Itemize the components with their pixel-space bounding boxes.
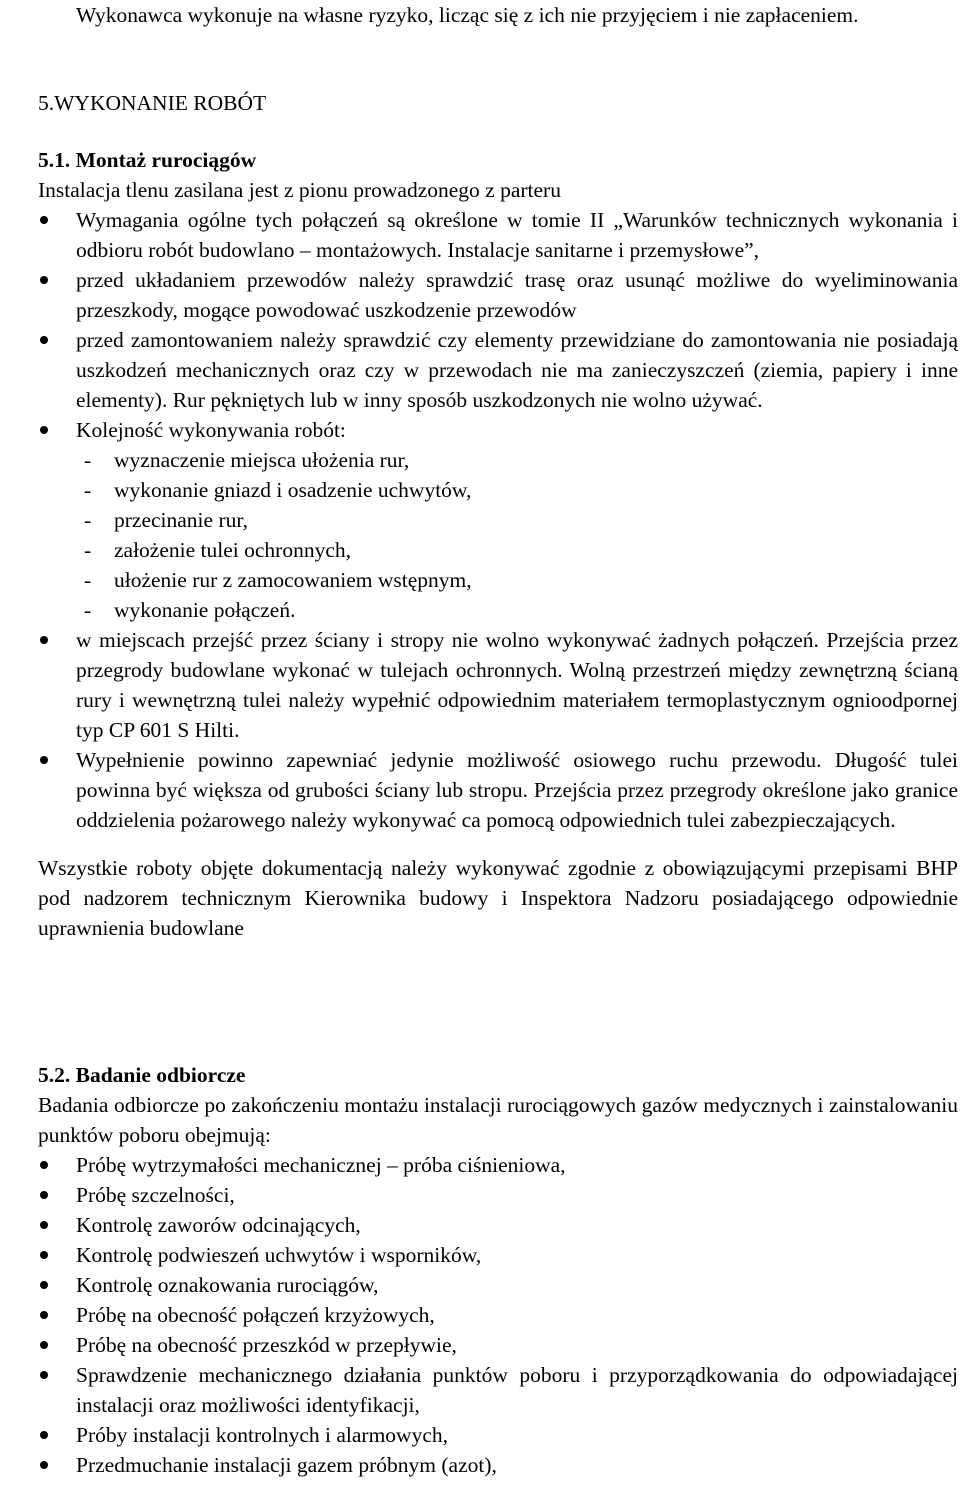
- closing-paragraph: Wszystkie roboty objęte dokumentacją należy wykonywać zgodnie z obowiązującymi przepisami BHP pod nadzorem technicznym Kierownika budowy i Inspektora Nadzoru posiadającego odpowiednie uprawnienia budowlane: [38, 856, 958, 940]
- list-item: Kontrolę oznakowania rurociągów,: [38, 1270, 958, 1300]
- section-5-2: [38, 1060, 958, 1480]
- step-item: - ułożenie rur z zamocowaniem wstępnym,: [76, 565, 958, 595]
- section-intro: Badania odbiorcze po zakończeniu montażu instalacji rurociągowych gazów medycznych i zainstalowaniu punktów poboru obejmują:: [38, 1093, 958, 1147]
- list-item: Przedmuchanie instalacji gazem próbnym (azot),: [38, 1450, 958, 1480]
- list-item: Próbę wytrzymałości mechanicznej – próba ciśnieniowa,: [38, 1150, 958, 1180]
- list-item: Kontrolę zaworów odcinających,: [38, 1210, 958, 1240]
- step-item: - przecinanie rur,: [76, 505, 958, 535]
- work-order-title: Kolejność wykonywania robót:: [76, 418, 346, 442]
- list-item: Próbę na obecność połączeń krzyżowych,: [38, 1300, 958, 1330]
- list-item: przed zamontowaniem należy sprawdzić czy elementy przewidziane do zamontowania nie posiadają uszkodzeń mechanicznych oraz czy w przewodach nie ma zanieczyszczeń (ziemia, papiery i inne elementy). Rur pękniętych lub w inny sposób uszkodzonych nie wolno używać.: [38, 325, 958, 415]
- step-item: - wykonanie gniazd i osadzenie uchwytów,: [76, 475, 958, 505]
- list-item: Wymagania ogólne tych połączeń są określone w tomie II „Warunków technicznych wykonania i odbioru robót budowlano – montażowych. Instalacje sanitarne i przemysłowe”,: [38, 205, 958, 265]
- work-order-steps: [76, 445, 958, 625]
- list-item: Próbę na obecność przeszkód w przepływie,: [38, 1330, 958, 1360]
- list-item: w miejscach przejść przez ściany i stropy nie wolno wykonywać żadnych połączeń. Przejścia przez przegrody budowlane wykonać w tulejach ochronnych. Wolną przestrzeń między zewnętrzną ścianą rury i wewnętrzną tulei należy wypełnić odpowiednim materiałem termoplastycznym ognioodpornej typ CP 601 S Hilti.: [38, 625, 958, 745]
- list-item: Wypełnienie powinno zapewniać jedynie możliwość osiowego ruchu przewodu. Długość tulei powinna być większa od grubości ściany lub stropu. Przejścia przez przegrody określone jako granice oddzielenia pożarowego należy wykonywać ca pomocą odpowiednich tulei zabezpieczających.: [38, 745, 958, 835]
- step-item: - wyznaczenie miejsca ułożenia rur,: [76, 445, 958, 475]
- list-item: Próby instalacji kontrolnych i alarmowych,: [38, 1420, 958, 1450]
- list-item: Sprawdzenie mechanicznego działania punktów poboru i przyporządkowania do odpowiadającej instalacji oraz możliwości identyfikacji,: [38, 1360, 958, 1420]
- section-intro: Instalacja tlenu zasilana jest z pionu prowadzonego z parteru: [38, 178, 561, 202]
- requirements-list: [38, 205, 958, 835]
- list-item: przed układaniem przewodów należy sprawdzić trasę oraz usunąć możliwe do wyeliminowania przeszkody, mogące powodować uszkodzenie przewodów: [38, 265, 958, 325]
- section-heading: 5.1. Montaż rurociągów: [38, 148, 257, 172]
- chapter-heading: 5.WYKONANIE ROBÓT: [38, 91, 267, 115]
- list-item-work-order: [38, 415, 958, 625]
- intro-paragraph: Wykonawca wykonuje na własne ryzyko, licząc się z ich nie przyjęciem i nie zapłaceniem.: [76, 3, 859, 27]
- section-heading: 5.2. Badanie odbiorcze: [38, 1063, 246, 1087]
- step-item: - założenie tulei ochronnych,: [76, 535, 958, 565]
- tests-list: [38, 1150, 958, 1480]
- step-item: - wykonanie połączeń.: [76, 595, 958, 625]
- section-5-1: [38, 145, 958, 943]
- list-item: Kontrolę podwieszeń uchwytów i wsporników,: [38, 1240, 958, 1270]
- list-item: Próbę szczelności,: [38, 1180, 958, 1210]
